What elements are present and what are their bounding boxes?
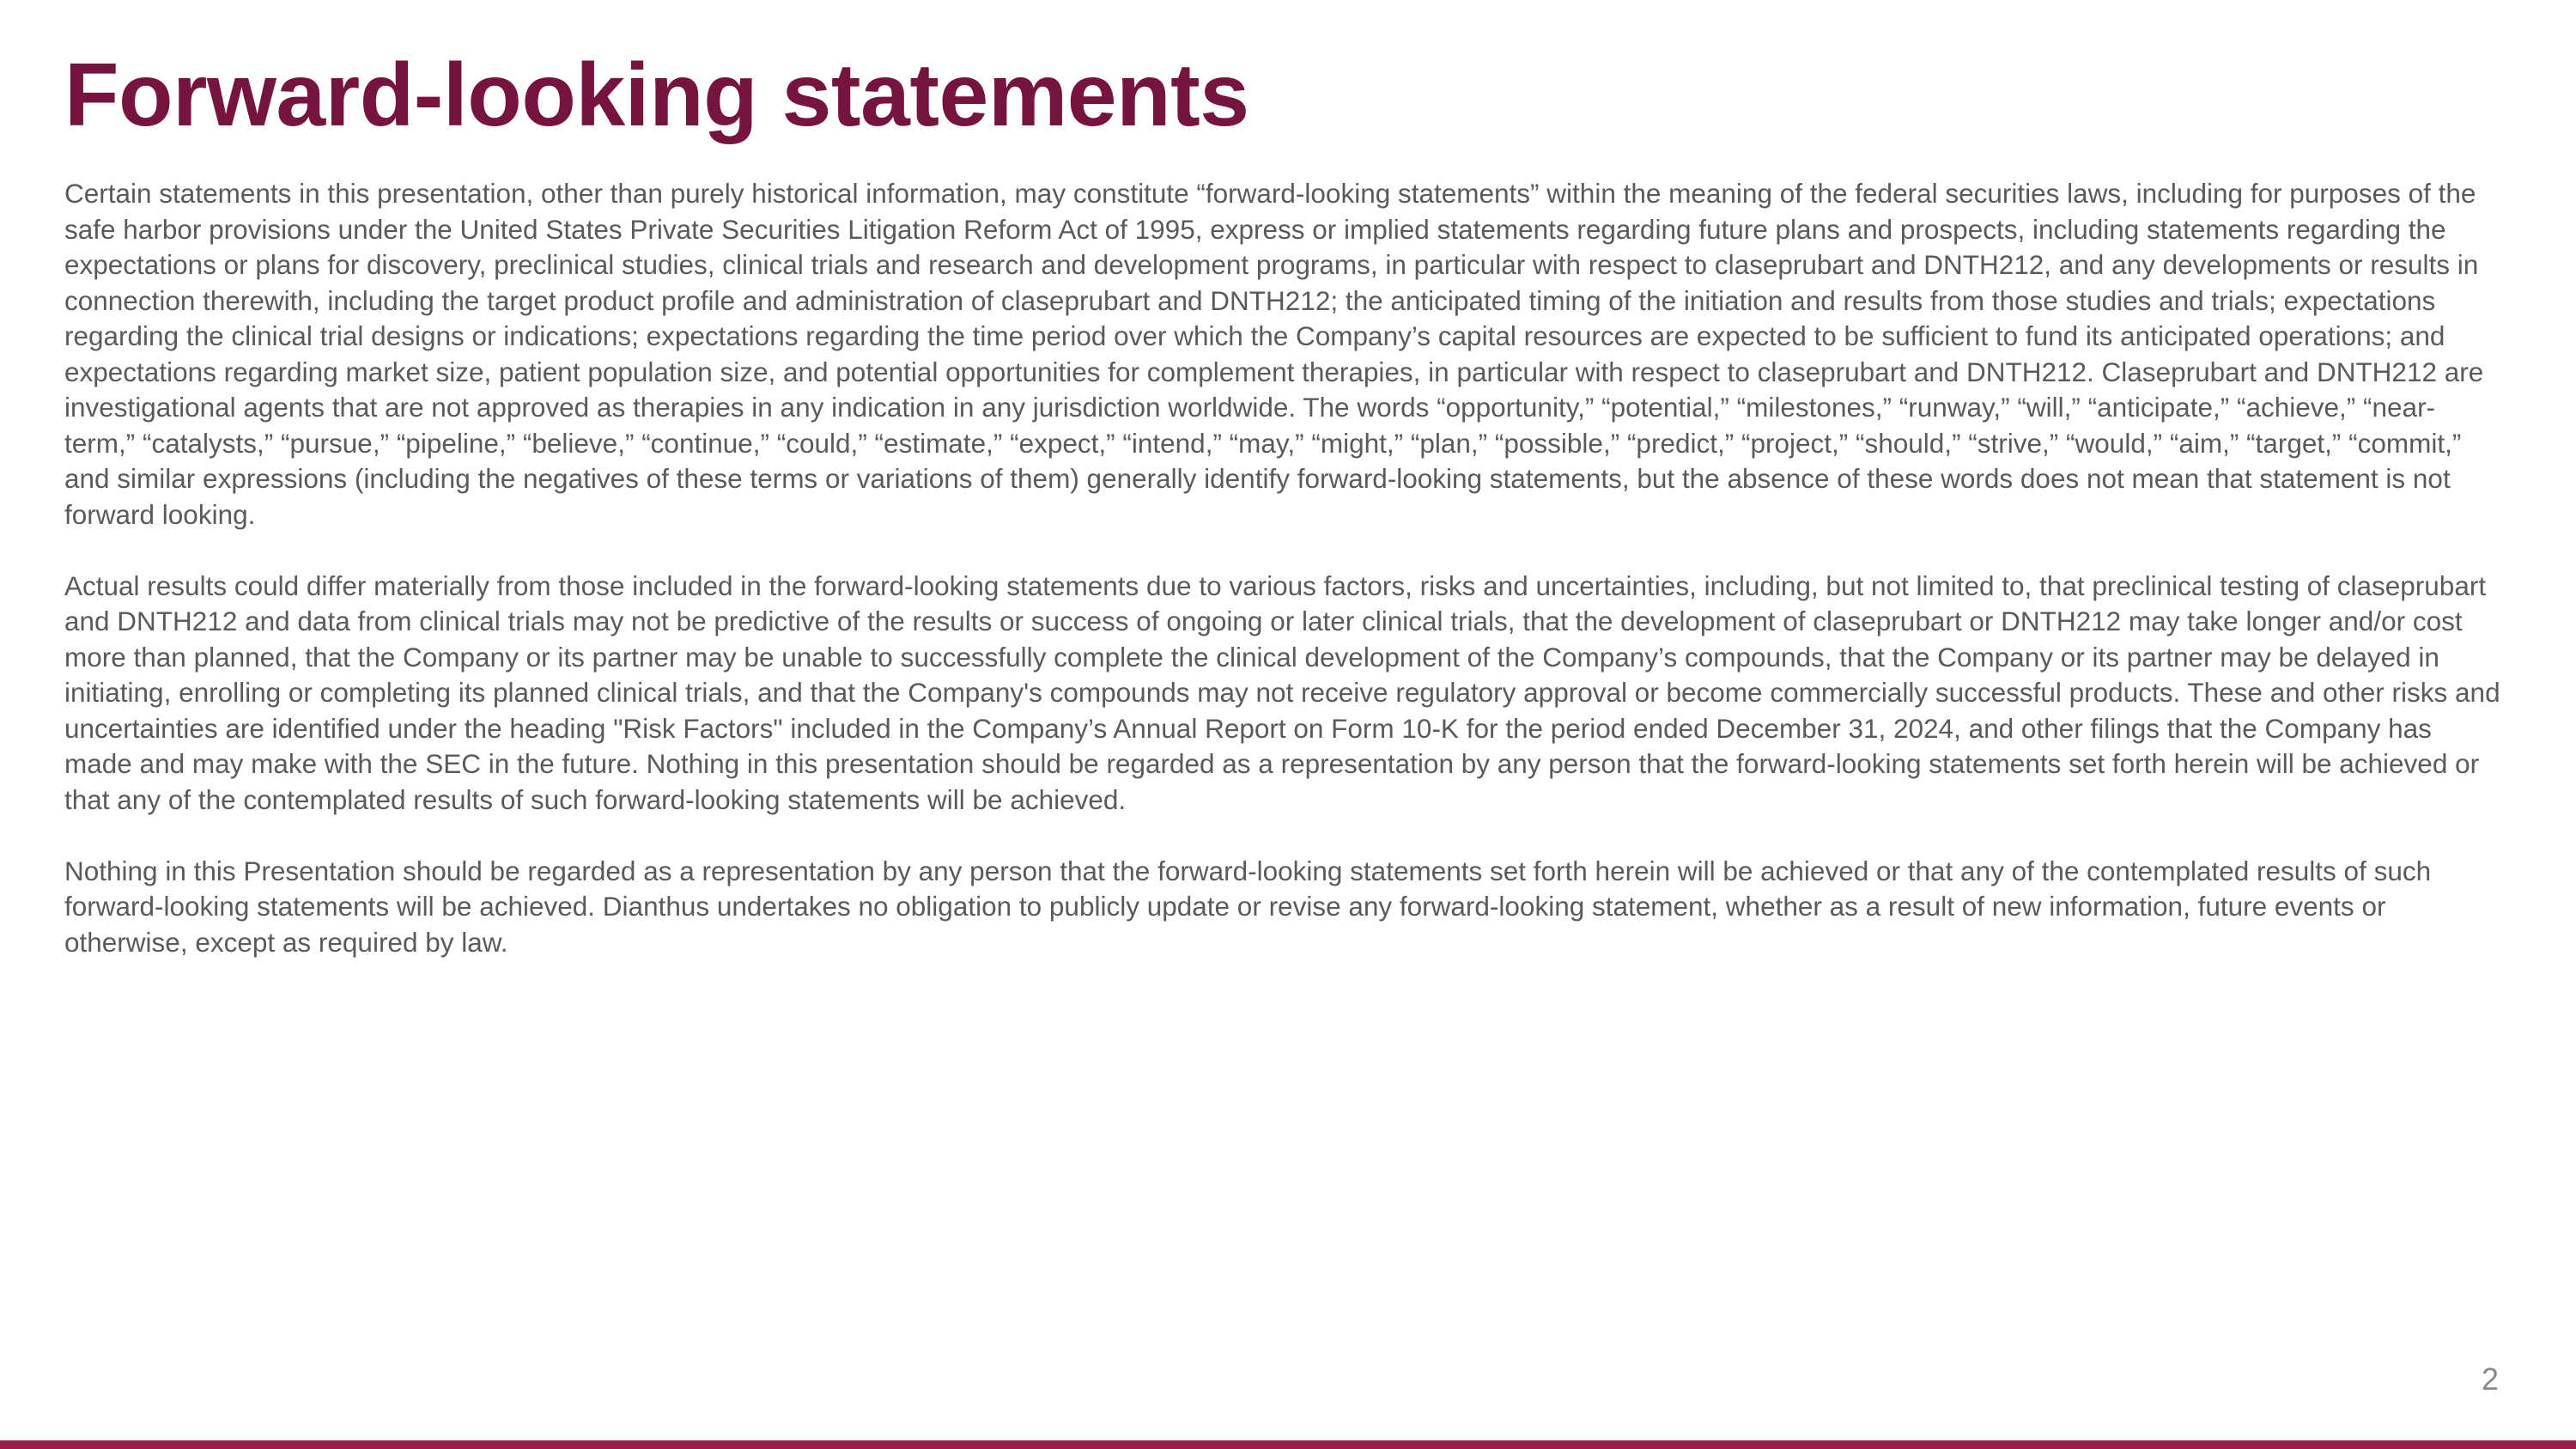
paragraph-actual-results: Actual results could differ materially from those included in the forward-looking statements due to various factors, risks and uncertainties, including, but not limited to, that preclinical testing of claseprubart and DNTH212 and data from clinical trials may not be predictive of the results or success of ongoing or later clinical trials, that the development of claseprubart or DNTH212 may take longer and/or cost more than planned, that the Company or its partner may be unable to successfully complete the clinical development of the Company’s compounds, that the Company or its partner may be delayed in initiating, enrolling or completing its planned clinical trials, and that the Company's compounds may not receive regulatory approval or become commercially successful products. These and other risks and uncertainties are identified under the heading "Risk Factors" included in the Company’s Annual Report on Form 10-K for the period ended December 31, 2024, and other filings that the Company has made and may make with the SEC in the future. Nothing in this presentation should be regarded as a representation by any person that the forward-looking statements set forth herein will be achieved or that any of the contemplated results of such forward-looking statements will be achieved. xyxy=(64,569,2500,815)
paragraph-forward-looking: Certain statements in this presentation, other than purely historical information, may constitute “forward-looking statements” within the meaning of the federal securities laws, including for purposes of the safe harbor provisions under the United States Private Securities Litigation Reform Act of 1995, express or implied statements regarding future plans and prospects, including statements regarding the expectations or plans for discovery, preclinical studies, clinical trials and research and development programs, in particular with respect to claseprubart and DNTH212, and any developments or results in connection therewith, including the target product profile and administration of claseprubart and DNTH212; the anticipated timing of the initiation and results from those studies and trials; expectations regarding the clinical trial designs or indications; expectations regarding the time period over which the Company’s capital resources are expected to be sufficient to fund its anticipated operations; and expectations regarding market size, patient population size, and potential opportunities for complement therapies, in particular with respect to claseprubart and DNTH212. Claseprubart and DNTH212 are investigational agents that are not approved as therapies in any indication in any jurisdiction worldwide. The words “opportunity,” “potential,” “milestones,” “runway,” “will,” “anticipate,” “achieve,” “near-term,” “catalysts,” “pursue,” “pipeline,” “believe,” “continue,” “could,” “estimate,” “expect,” “intend,” “may,” “might,” “plan,” “possible,” “predict,” “project,” “should,” “strive,” “would,” “aim,” “target,” “commit,” and similar expressions (including the negatives of these terms or variations of them) generally identify forward-looking statements, but the absence of these words does not mean that statement is not forward looking. xyxy=(64,178,2484,530)
paragraph-no-obligation: Nothing in this Presentation should be regarded as a representation by any person that the forward-looking statements set forth herein will be achieved or that any of the contemplated results of such forward-looking statements will be achieved. Dianthus undertakes no obligation to publicly update or revise any forward-looking statement, whether as a result of new information, future events or otherwise, except as required by law. xyxy=(64,855,2432,958)
footer-accent-bar xyxy=(0,1440,2576,1449)
page-number: 2 xyxy=(2481,1361,2499,1397)
slide-body xyxy=(64,176,2503,996)
slide-title: Forward-looking statements xyxy=(64,46,1249,145)
